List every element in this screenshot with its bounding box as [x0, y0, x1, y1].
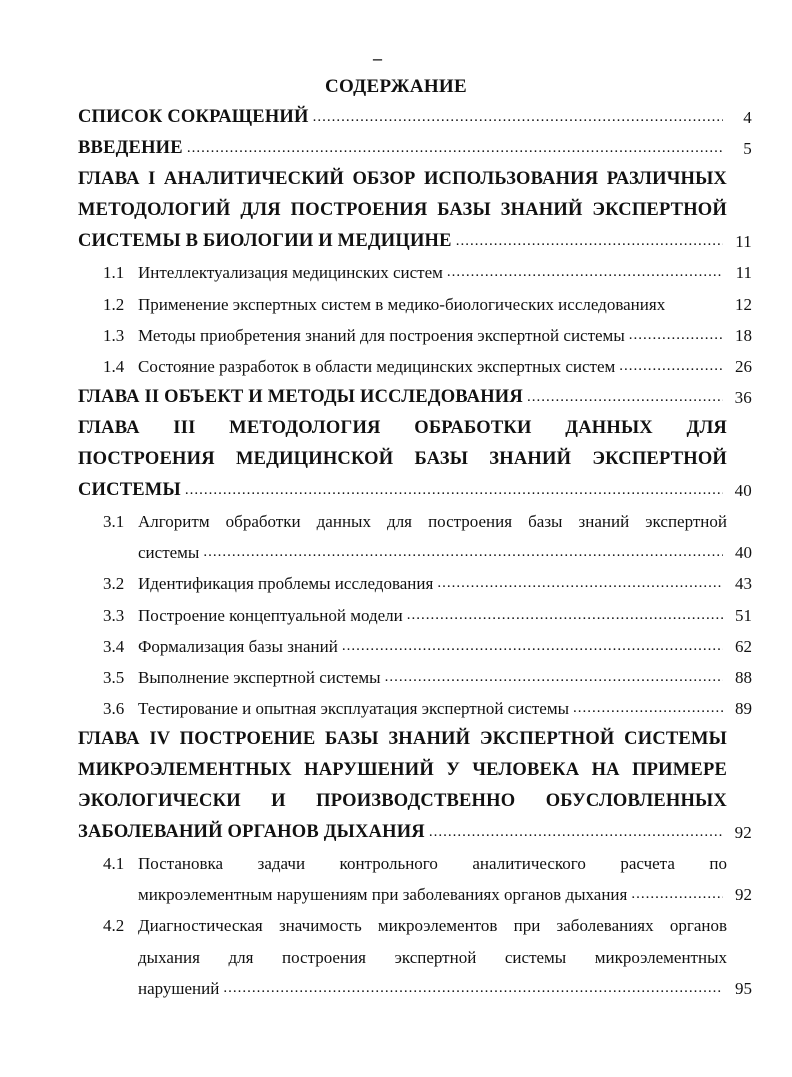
entry-title-text: ГЛАВА II ОБЪЕКТ И МЕТОДЫ ИССЛЕДОВАНИЯ [78, 386, 523, 407]
leader-dots [407, 600, 723, 631]
toc-section-entry[interactable] [78, 600, 752, 631]
page-number: 43 [735, 574, 752, 594]
toc-section-entry[interactable] [78, 910, 752, 1003]
section-number: 3.5 [103, 667, 125, 687]
leader-dots [223, 973, 723, 1004]
toc-section-entry[interactable] [78, 289, 752, 320]
leader-dots [203, 537, 723, 568]
toc-line [78, 195, 752, 226]
toc-line [78, 848, 752, 879]
toc-section-entry[interactable] [78, 662, 752, 693]
toc-line [78, 693, 752, 724]
entry-title-text: Интеллектуализация медицинских систем [138, 263, 443, 283]
section-number: 1.1 [103, 263, 125, 283]
toc-chapter-entry[interactable] [78, 724, 752, 848]
leader-dots [527, 382, 723, 413]
leader-dots [342, 631, 723, 662]
entry-title-text: ГЛАВА I АНАЛИТИЧЕСКИЙ ОБЗОР ИСПОЛЬЗОВАНИЯ РАЗЛИЧНЫХ [78, 169, 727, 190]
entry-title-text: ЗАБОЛЕВАНИЙ ОРГАНОВ ДЫХАНИЯ [78, 822, 425, 843]
entry-title-text: Выполнение экспертной системы [138, 667, 381, 687]
entry-title-text: МЕТОДОЛОГИЙ ДЛЯ ПОСТРОЕНИЯ БАЗЫ ЗНАНИЙ ЭКСПЕРТНОЙ [78, 200, 727, 221]
section-number: 4.2 [103, 916, 125, 936]
toc-line [78, 973, 752, 1004]
leader-dots [313, 102, 723, 133]
toc-section-entry[interactable] [78, 568, 752, 599]
entry-title-text: Методы приобретения знаний для построения экспертной системы [138, 325, 625, 345]
leader-dots [456, 226, 723, 257]
leader-dots [619, 351, 723, 382]
toc-chapter-entry[interactable] [78, 413, 752, 506]
toc-line [78, 320, 752, 351]
toc-line [78, 600, 752, 631]
entry-title-text: нарушений [138, 978, 220, 998]
toc-line [78, 537, 752, 568]
toc-line [78, 817, 752, 848]
entry-title-text: ЭКОЛОГИЧЕСКИ И ПРОИЗВОДСТВЕННО ОБУСЛОВЛЕННЫХ [78, 791, 727, 812]
entry-title-text: МИКРОЭЛЕМЕНТНЫХ НАРУШЕНИЙ У ЧЕЛОВЕКА НА ПРИМЕРЕ [78, 759, 727, 780]
entry-title-text: ГЛАВА IV ПОСТРОЕНИЕ БАЗЫ ЗНАНИЙ ЭКСПЕРТНОЙ СИСТЕМЫ [78, 728, 727, 749]
toc-line [78, 351, 752, 382]
section-number: 1.3 [103, 325, 125, 345]
toc-section-entry[interactable] [78, 693, 752, 724]
toc-line [78, 164, 752, 195]
entry-title-text: Идентификация проблемы исследования [138, 574, 434, 594]
page-number: 26 [735, 356, 752, 376]
entry-title-text: Построение концептуальной модели [138, 605, 403, 625]
toc-section-entry[interactable] [78, 631, 752, 662]
page-number: 92 [735, 885, 752, 905]
toc-line [78, 133, 752, 164]
toc-chapter-entry[interactable] [78, 382, 752, 413]
section-number: 3.6 [103, 698, 125, 718]
toc-line [78, 631, 752, 662]
toc-line [78, 879, 752, 910]
entry-title-text: Состояние разработок в области медицинских экспертных систем [138, 356, 616, 376]
section-number: 3.2 [103, 574, 125, 594]
page-title: СОДЕРЖАНИЕ [325, 76, 467, 97]
page-number: 18 [735, 325, 752, 345]
section-number: 1.2 [103, 294, 125, 314]
leader-dots [447, 257, 723, 288]
entry-title-text: Формализация базы знаний [138, 636, 338, 656]
toc-section-entry[interactable] [78, 351, 752, 382]
toc-line [78, 755, 752, 786]
section-number: 1.4 [103, 356, 125, 376]
toc-line [78, 662, 752, 693]
toc-line [78, 382, 752, 413]
section-number: 4.1 [103, 854, 125, 874]
toc-chapter-entry[interactable] [78, 133, 752, 164]
page-number: 40 [734, 481, 752, 501]
page-number: 88 [735, 667, 752, 687]
page-number: 95 [735, 978, 752, 998]
toc-chapter-entry[interactable] [78, 164, 752, 257]
toc-line [78, 444, 752, 475]
leader-dots [573, 693, 723, 724]
toc-line [78, 289, 752, 320]
section-number: 3.3 [103, 605, 125, 625]
toc-line [78, 724, 752, 755]
entry-title-text: Постановка задачи контрольного аналитического расчета по [138, 854, 727, 874]
toc-line [78, 102, 752, 133]
page-number: 51 [735, 605, 752, 625]
leader-dots [185, 475, 723, 506]
page-number: 4 [743, 108, 752, 127]
toc-section-entry[interactable] [78, 848, 752, 910]
page-mark: – [373, 48, 382, 68]
toc-line [78, 413, 752, 444]
page-number: 89 [735, 698, 752, 718]
page-number: 36 [734, 387, 752, 407]
table-of-contents [78, 102, 752, 1004]
toc-line [78, 910, 752, 941]
entry-title-text: ПОСТРОЕНИЯ МЕДИЦИНСКОЙ БАЗЫ ЗНАНИЙ ЭКСПЕРТНОЙ [78, 449, 727, 470]
toc-section-entry[interactable] [78, 257, 752, 288]
entry-title-text: СИСТЕМЫ В БИОЛОГИИ И МЕДИЦИНЕ [78, 231, 452, 252]
toc-line [78, 568, 752, 599]
entry-title-text: СПИСОК СОКРАЩЕНИЙ [78, 107, 309, 127]
page-number: 92 [734, 823, 752, 843]
page-number: 11 [735, 263, 752, 283]
entry-title-text: микроэлементным нарушениям при заболеваниях органов дыхания [138, 885, 628, 905]
toc-line [78, 786, 752, 817]
entry-title-text: дыхания для построения экспертной системы микроэлементных [138, 947, 727, 967]
entry-title-text: Применение экспертных систем в медико-биологических исследованиях [138, 294, 666, 314]
leader-dots [187, 133, 723, 164]
page-number: 11 [735, 232, 752, 252]
page-number: 40 [735, 543, 752, 563]
page-number: 12 [735, 294, 752, 314]
toc-line [78, 942, 752, 973]
entry-title-text: ВВЕДЕНИЕ [78, 138, 183, 159]
leader-dots [437, 568, 723, 599]
toc-line [78, 475, 752, 506]
toc-chapter-entry[interactable] [78, 102, 752, 133]
entry-title-text: Диагностическая значимость микроэлементов при заболеваниях органов [138, 916, 727, 936]
leader-dots [631, 879, 723, 910]
leader-dots [429, 817, 723, 848]
section-number: 3.1 [103, 512, 125, 532]
toc-line [78, 257, 752, 288]
entry-title-text: Тестирование и опытная эксплуатация экспертной системы [138, 698, 570, 718]
toc-line [78, 506, 752, 537]
page-number: 62 [735, 636, 752, 656]
section-number: 3.4 [103, 636, 125, 656]
entry-title-text: Алгоритм обработки данных для построения базы знаний экспертной [138, 512, 727, 532]
toc-section-entry[interactable] [78, 320, 752, 351]
leader-dots [385, 662, 723, 693]
entry-title-text: СИСТЕМЫ [78, 480, 181, 501]
page-number: 5 [743, 139, 752, 159]
entry-title-text: системы [138, 543, 200, 563]
leader-dots [629, 320, 723, 351]
entry-title-text: ГЛАВА III МЕТОДОЛОГИЯ ОБРАБОТКИ ДАННЫХ ДЛЯ [78, 417, 727, 438]
toc-line [78, 226, 752, 257]
toc-section-entry[interactable] [78, 506, 752, 568]
